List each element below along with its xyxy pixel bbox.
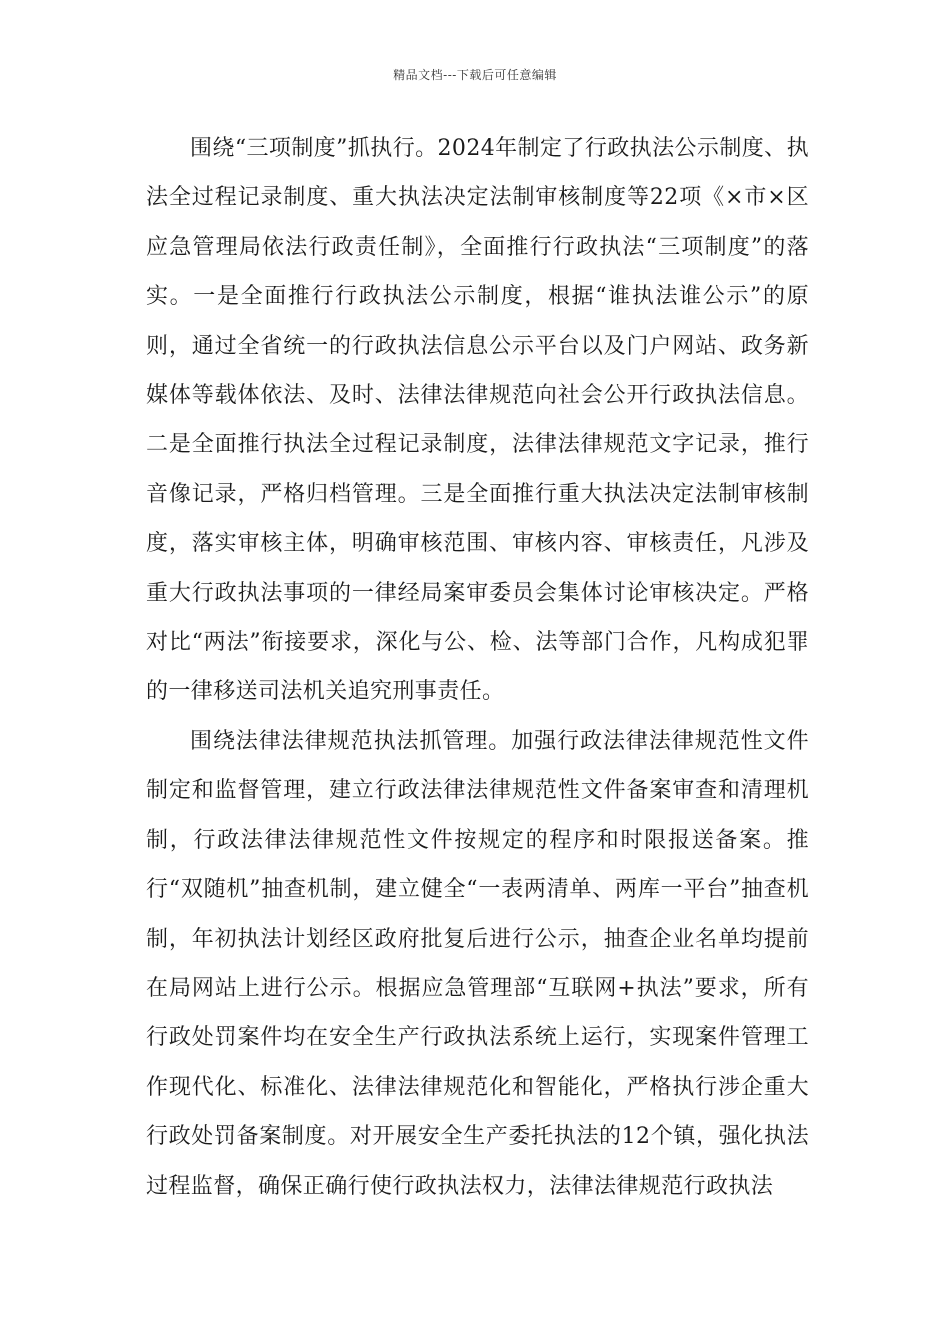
- page-header: 精品文档---下载后可任意编辑: [393, 68, 557, 82]
- paragraph-three-systems: 围绕“三项制度”抓执行。2024年制定了行政执法公示制度、执法全过程记录制度、重大执法决定法制审核制度等22项《×市×区应急管理局依法行政责任制》，全面推行行政执法“三项制度”的落实。一是全面推行行政执法公示制度，根据“谁执法谁公示”的原则，通过全省统一的行政执法信息公示平台以及门户网站、政务新媒体等载体依法、及时、法律法律规范向社会公开行政执法信息。二是全面推行执法全过程记录制度，法律法律规范文字记录，推行音像记录，严格归档管理。三是全面推行重大执法决定法制审核制度，落实审核主体，明确审核范围、审核内容、审核责任，凡涉及重大行政执法事项的一律经局案审委员会集体讨论审核决定。严格对比“两法”衔接要求，深化与公、检、法等部门合作，凡构成犯罪的一律移送司法机关追究刑事责任。: [146, 136, 809, 705]
- document-body: [146, 124, 809, 1211]
- paragraph-standardized-enforcement: 围绕法律法律规范执法抓管理。加强行政法律法律规范性文件制定和监督管理，建立行政法律法律规范性文件备案审查和清理机制，行政法律法律规范性文件按规定的程序和时限报送备案。推行“双随机”抽查机制，建立健全“一表两清单、两库一平台”抽查机制，年初执法计划经区政府批复后进行公示，抽查企业名单均提前在局网站上进行公示。根据应急管理部“互联网+执法”要求，所有行政处罚案件均在安全生产行政执法系统上运行，实现案件管理工作现代化、标准化、法律法律规范化和智能化，严格执行涉企重大行政处罚备案制度。对开展安全生产委托执法的12个镇，强化执法过程监督，确保正确行使行政执法权力，法律法律规范行政执法: [146, 728, 809, 1199]
